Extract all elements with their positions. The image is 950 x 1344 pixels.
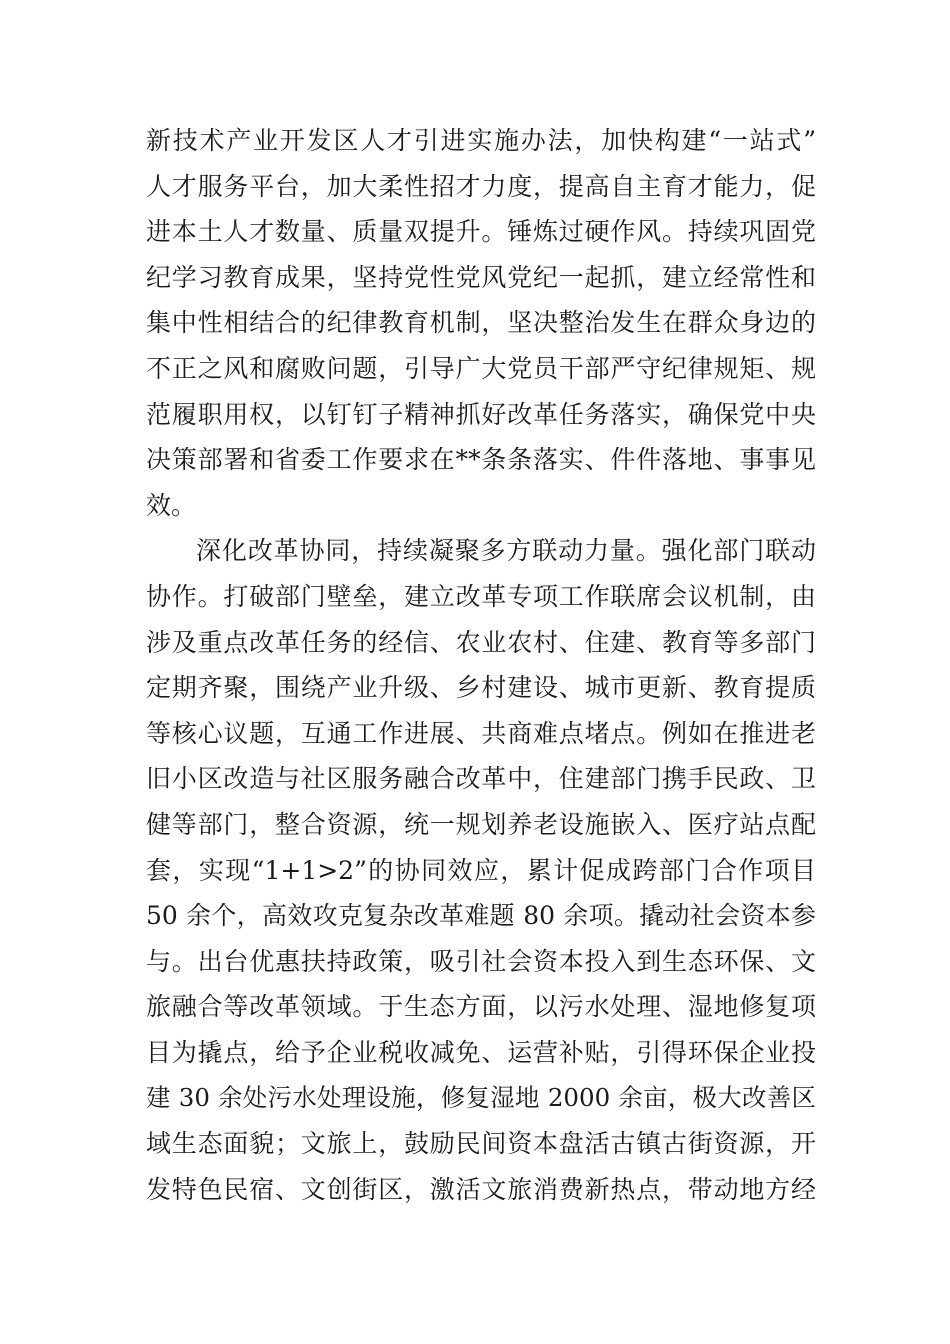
paragraph-line: 定期齐聚，围绕产业升级、乡村建设、城市更新、教育提质 bbox=[146, 673, 816, 703]
paragraph-line: 进本土人才数量、质量双提升。锤炼过硬作风。持续巩固党 bbox=[146, 217, 816, 247]
paragraph-line: 效。 bbox=[146, 490, 197, 520]
paragraph-line: 旅融合等改革领域。于生态方面，以污水处理、湿地修复项 bbox=[146, 992, 816, 1022]
paragraph-line: 套，实现“1+1>2”的协同效应，累计促成跨部门合作项目 bbox=[146, 855, 816, 885]
paragraph-line: 等核心议题，互通工作进展、共商难点堵点。例如在推进老 bbox=[146, 718, 816, 748]
paragraph-line: 协作。打破部门壁垒，建立改革专项工作联席会议机制，由 bbox=[146, 581, 816, 611]
paragraph-line: 50 余个，高效攻克复杂改革难题 80 余项。撬动社会资本参 bbox=[146, 901, 816, 931]
paragraph-line: 纪学习教育成果，坚持党性党风党纪一起抓，建立经常性和 bbox=[146, 262, 816, 292]
paragraph-talent-and-discipline bbox=[146, 118, 816, 528]
paragraph-line: 与。出台优惠扶持政策，吸引社会资本投入到生态环保、文 bbox=[146, 946, 816, 976]
paragraph-line: 旧小区改造与社区服务融合改革中，住建部门携手民政、卫 bbox=[146, 764, 816, 794]
paragraph-line: 发特色民宿、文创街区，激活文旅消费新热点，带动地方经 bbox=[146, 1174, 816, 1204]
body-text bbox=[146, 118, 816, 1212]
paragraph-line: 涉及重点改革任务的经信、农业农村、住建、教育等多部门 bbox=[146, 627, 816, 657]
paragraph-line: 新技术产业开发区人才引进实施办法，加快构建“一站式” bbox=[146, 126, 816, 155]
paragraph-line: 人才服务平台，加大柔性招才力度，提高自主育才能力，促 bbox=[146, 171, 816, 201]
paragraph-line: 目为撬点，给予企业税收减免、运营补贴，引得环保企业投 bbox=[146, 1037, 816, 1067]
paragraph-line: 建 30 余处污水处理设施，修复湿地 2000 余亩，极大改善区 bbox=[146, 1083, 816, 1113]
paragraph-reform-coordination bbox=[146, 528, 816, 1212]
paragraph-line: 范履职用权，以钉钉子精神抓好改革任务落实，确保党中央 bbox=[146, 399, 816, 429]
paragraph-line: 深化改革协同，持续凝聚多方联动力量。强化部门联动 bbox=[196, 536, 816, 566]
paragraph-line: 不正之风和腐败问题，引导广大党员干部严守纪律规矩、规 bbox=[146, 353, 816, 383]
paragraph-line: 集中性相结合的纪律教育机制，坚决整治发生在群众身边的 bbox=[146, 308, 816, 338]
paragraph-line: 域生态面貌；文旅上，鼓励民间资本盘活古镇古街资源，开 bbox=[146, 1129, 816, 1159]
paragraph-line: 健等部门，整合资源，统一规划养老设施嵌入、医疗站点配 bbox=[146, 809, 816, 839]
paragraph-line: 决策部署和省委工作要求在**条条落实、件件落地、事事见 bbox=[146, 445, 816, 475]
